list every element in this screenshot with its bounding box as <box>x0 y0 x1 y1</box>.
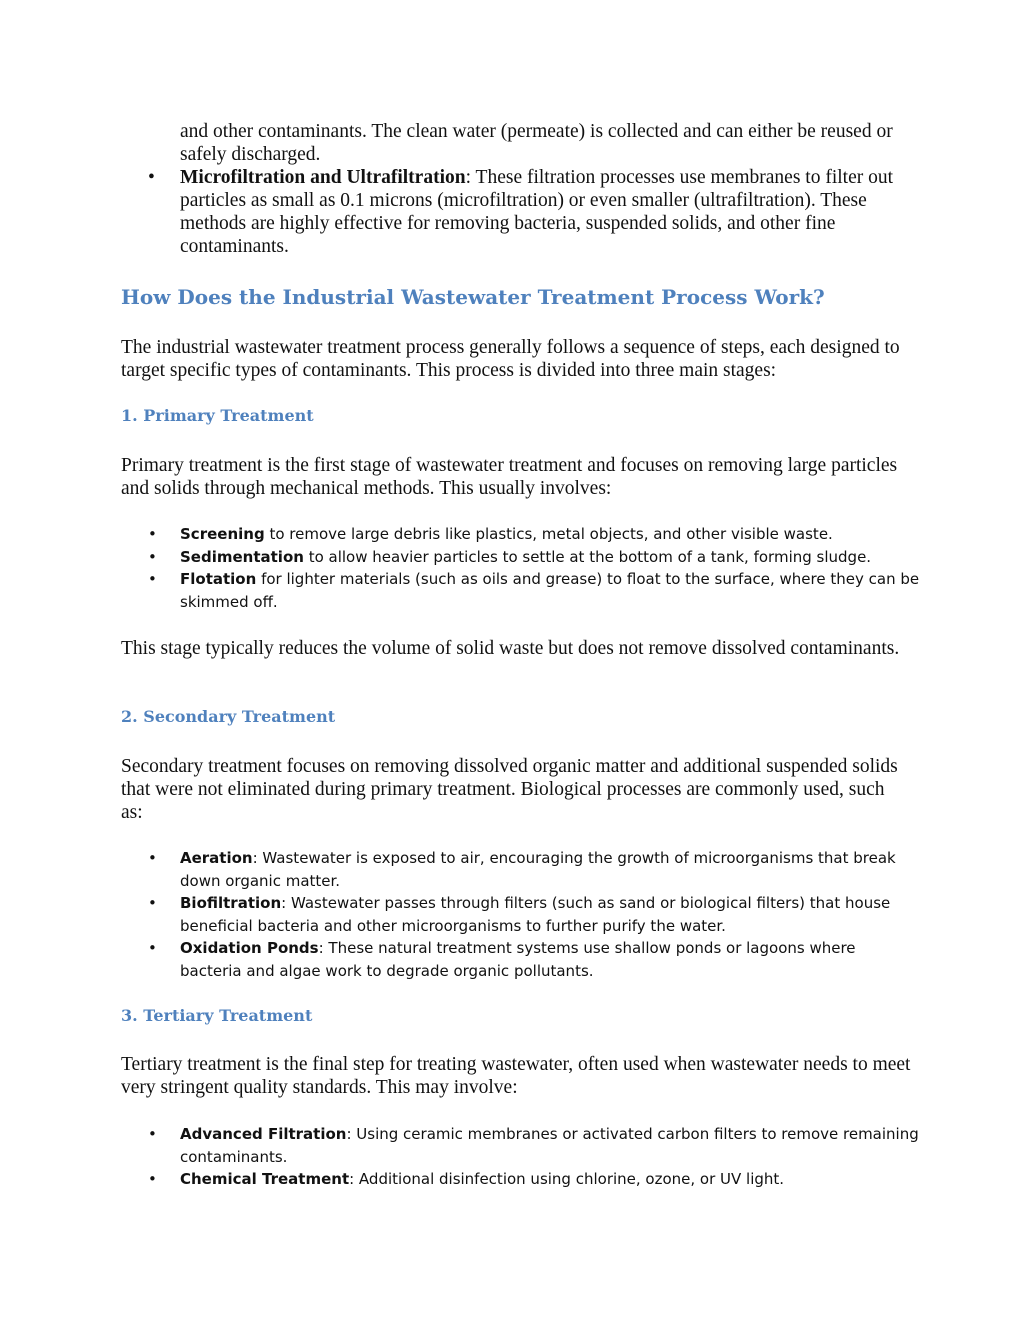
primary-paragraph: Primary treatment is the first stage of wastewater treatment and focuses on removing large particles and solids through mechanical methods. This usually involves: <box>121 455 898 499</box>
secondary-paragraph: Secondary treatment focuses on removing dissolved organic matter and additional suspended solids that were not eliminated during primary treatment. Biological processes are commonly used, such as: <box>121 756 898 823</box>
list-item <box>121 847 921 892</box>
list-item-term: Aeration <box>180 849 253 867</box>
continuation-text: and other contaminants. The clean water (permeate) is collected and can either be reused or safely discharged. <box>180 121 893 165</box>
primary-heading: 1. Primary Treatment <box>121 406 314 425</box>
list-item-term: Biofiltration <box>180 894 282 912</box>
list-item-desc: : Additional disinfection using chlorine, ozone, or UV light. <box>349 1170 785 1188</box>
list-item <box>121 523 921 546</box>
primary-note-paragraph: This stage typically reduces the volume of solid waste but does not remove dissolved contaminants. <box>121 638 900 659</box>
list-item-term: Screening <box>180 525 265 543</box>
bullet-icon: • <box>148 849 157 867</box>
list-item-term: Microfiltration and Ultrafiltration <box>180 167 466 188</box>
list-item <box>121 1168 921 1191</box>
list-item <box>121 546 921 569</box>
list-item-desc: : Using ceramic membranes or activated carbon filters to remove remaining contaminants. <box>180 1125 919 1166</box>
list-item-desc: for lighter materials (such as oils and grease) to float to the surface, where they can be skimmed off. <box>180 570 920 611</box>
list-item-term: Sedimentation <box>180 547 304 566</box>
bullet-icon: • <box>148 547 157 566</box>
intro-paragraph: The industrial wastewater treatment process generally follows a sequence of steps, each designed to target specific types of contaminants. This process is divided into three main stages: <box>121 337 900 381</box>
list-item <box>121 166 911 258</box>
bullet-icon: • <box>148 570 157 588</box>
section-heading: How Does the Industrial Wastewater Treatment Process Work? <box>121 285 825 309</box>
list-item-desc: : Wastewater passes through filters (such as sand or biological filters) that house beneficial bacteria and other microorganisms to further purify the water. <box>180 894 891 935</box>
tertiary-paragraph: Tertiary treatment is the final step for treating wastewater, often used when wastewater needs to meet very stringent quality standards. This may involve: <box>121 1054 911 1098</box>
list-item-term: Chemical Treatment <box>180 1170 350 1188</box>
list-item-desc: : These natural treatment systems use shallow ponds or lagoons where bacteria and algae work to degrade organic pollutants. <box>180 939 856 980</box>
bullet-icon: • <box>148 167 155 188</box>
bullet-icon: • <box>148 894 157 912</box>
list-item <box>121 892 921 937</box>
bullet-icon: • <box>148 525 157 543</box>
list-item-term: Advanced Filtration <box>180 1125 347 1143</box>
list-item-desc: to allow heavier particles to settle at the bottom of a tank, forming sludge. <box>303 547 872 566</box>
list-item <box>121 937 921 982</box>
bullet-icon: • <box>148 1125 157 1143</box>
bullet-icon: • <box>148 1170 157 1188</box>
list-item-desc: to remove large debris like plastics, metal objects, and other visible waste. <box>264 525 833 543</box>
list-item-desc: : These filtration processes use membranes to filter out particles as small as 0.1 microns (microfiltration) or even smaller (ultrafiltration). These methods are highly effective for removing bacteria, suspended solids, and other fine contaminants. <box>180 167 894 257</box>
continuation-paragraph <box>121 120 911 166</box>
secondary-list <box>121 847 921 982</box>
list-item <box>121 1123 921 1168</box>
tertiary-heading: 3. Tertiary Treatment <box>121 1006 313 1025</box>
bullet-icon: • <box>148 939 157 957</box>
primary-list <box>121 523 921 613</box>
filtration-list <box>121 166 911 258</box>
tertiary-list <box>121 1123 921 1191</box>
list-item-term: Flotation <box>180 570 257 588</box>
secondary-heading: 2. Secondary Treatment <box>121 707 336 726</box>
list-item-desc: : Wastewater is exposed to air, encouraging the growth of microorganisms that break down organic matter. <box>180 849 896 890</box>
list-item-term: Oxidation Ponds <box>180 939 319 957</box>
list-item <box>121 568 921 613</box>
